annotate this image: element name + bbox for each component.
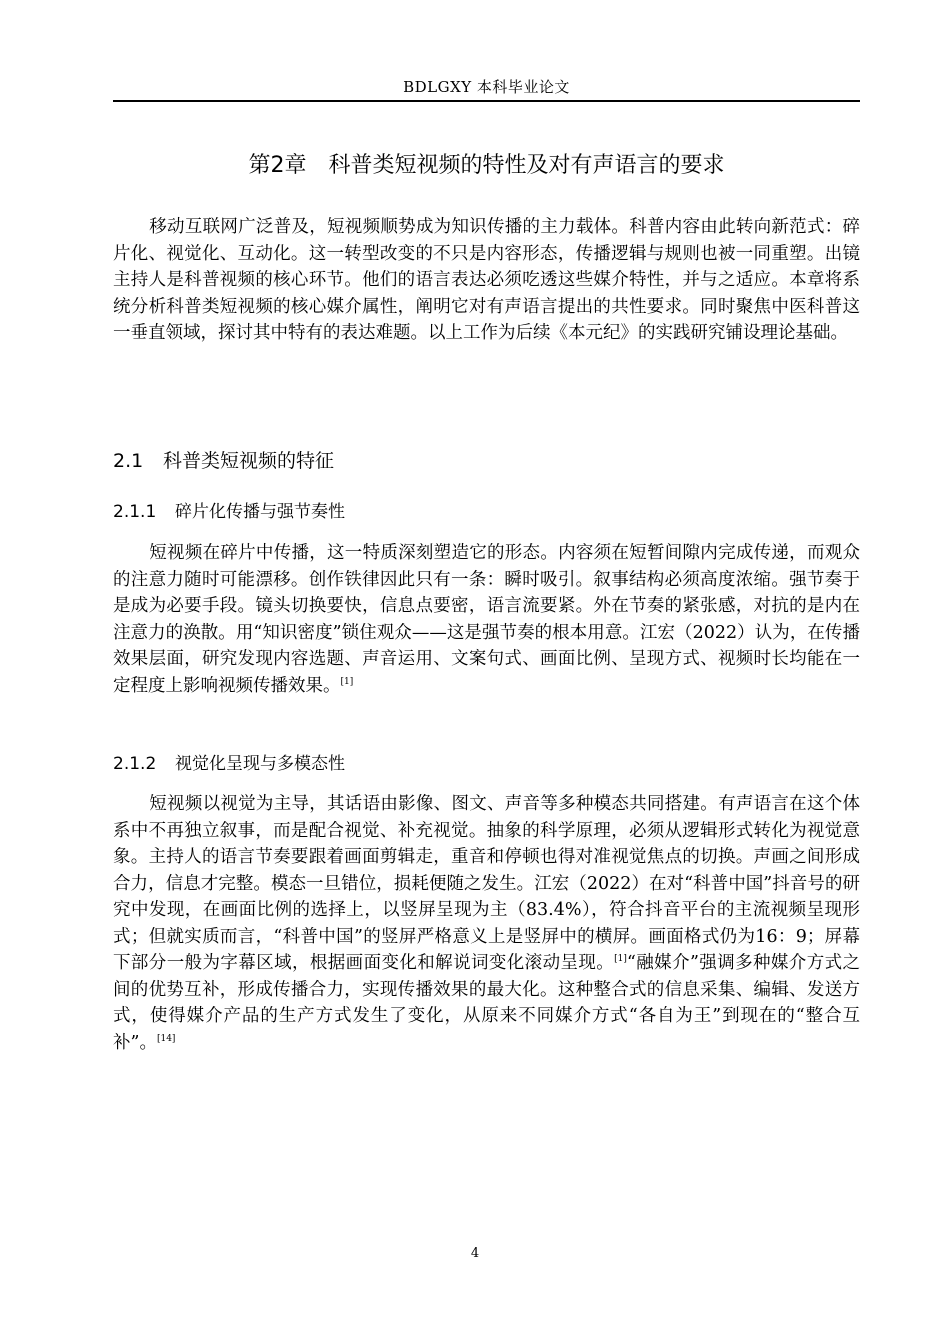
subsection-heading-2-1-1: [113, 497, 345, 522]
intro-paragraph: [113, 214, 860, 347]
page-number: 4: [470, 1246, 480, 1261]
subsection-number: 2.1.2: [113, 754, 157, 774]
chapter-title: 第2章 科普类短视频的特性及对有声语言的要求: [248, 153, 725, 178]
subsection-title: 视觉化呈现与多模态性: [175, 754, 345, 774]
paragraph-2-1-2: [113, 791, 860, 1056]
section-heading-2-1: [113, 446, 334, 473]
paragraph-2-1-1: [113, 540, 860, 699]
section-title: 科普类短视频的特征: [163, 450, 335, 472]
subsection-heading-2-1-2: [113, 749, 345, 774]
paragraph-text-b: “融媒介”强调多种媒介方式之间的优势互补，形成传播合力，实现传播效果的最大化。这种整合式的信息采集、编辑、发送方式，使得媒介产品的生产方式发生了变化，从原来不同媒介方式“各自为王”到现在的“整合互补”。: [113, 953, 860, 1053]
running-header: BDLGXY 本科毕业论文: [403, 78, 570, 96]
section-number: 2.1: [113, 450, 144, 472]
paragraph-text-a: 短视频以视觉为主导，其话语由影像、图文、声音等多种模态共同搭建。有声语言在这个体系中不再独立叙事，而是配合视觉、补充视觉。抽象的科学原理，必须从逻辑形式转化为视觉意象。主持人的语言节奏要跟着画面剪辑走，重音和停顿也得对准视觉焦点的切换。声画之间形成合力，信息才完整。模态一旦错位，损耗便随之发生。江宏（2022）在对“科普中国”抖音号的研究中发现，在画面比例的选择上，以竖屏呈现为主（83.4%），符合抖音平台的主流视频呈现形式；但就实质而言，“科普中国”的竖屏严格意义上是竖屏中的横屏。画面格式仍为16：9；屏幕下部分一般为字幕区域，根据画面变化和解说词变化滚动呈现。: [113, 794, 860, 973]
subsection-title: 碎片化传播与强节奏性: [175, 502, 345, 522]
subsection-number: 2.1.1: [113, 502, 157, 522]
citation-marker: [1]: [340, 676, 354, 687]
header-rule: [113, 100, 860, 102]
paragraph-text: 短视频在碎片中传播，这一特质深刻塑造它的形态。内容须在短暂间隙内完成传递，而观众的注意力随时可能漂移。创作铁律因此只有一条：瞬时吸引。叙事结构必须高度浓缩。强节奏于是成为必要手段。镜头切换要快，信息点要密，语言流要紧。外在节奏的紧张感，对抗的是内在注意力的涣散。用“知识密度”锁住观众——这是强节奏的根本用意。江宏（2022）认为，在传播效果层面，研究发现内容选题、声音运用、文案句式、画面比例、呈现方式、视频时长均能在一定程度上影响视频传播效果。: [113, 543, 860, 696]
citation-marker: [14]: [156, 1033, 176, 1044]
citation-marker: [1]: [614, 954, 627, 965]
intro-text: 移动互联网广泛普及，短视频顺势成为知识传播的主力载体。科普内容由此转向新范式：碎片化、视觉化、互动化。这一转型改变的不只是内容形态，传播逻辑与规则也被一同重塑。出镜主持人是科普视频的核心环节。他们的语言表达必须吃透这些媒介特性，并与之适应。本章将系统分析科普类短视频的核心媒介属性，阐明它对有声语言提出的共性要求。同时聚焦中医科普这一垂直领域，探讨其中特有的表达难题。以上工作为后续《本元纪》的实践研究铺设理论基础。: [113, 217, 860, 343]
